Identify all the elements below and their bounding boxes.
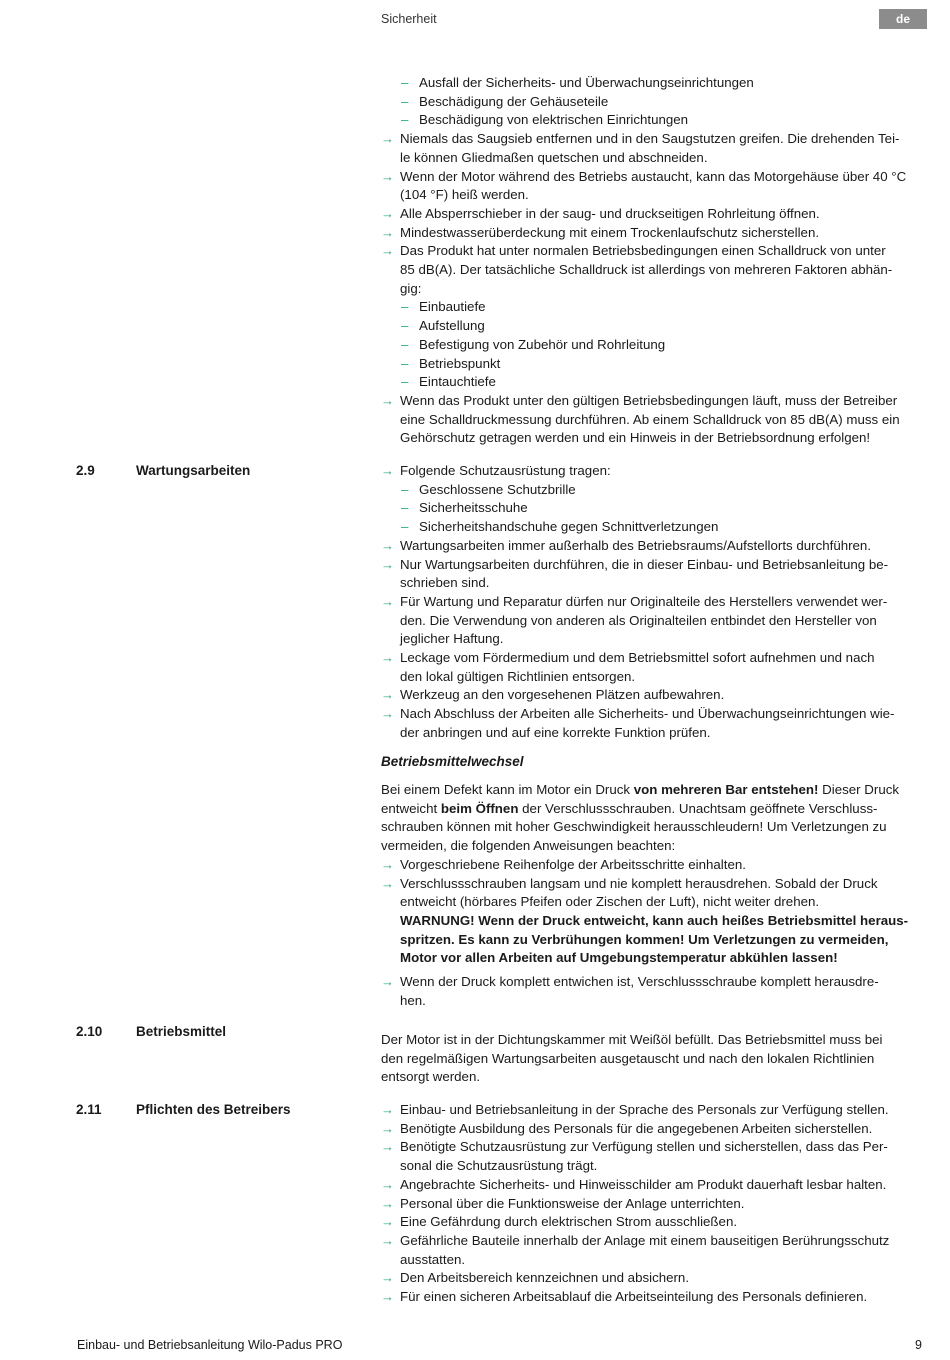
arrow-right-icon: → — [381, 687, 394, 703]
list-subitem: – Beschädigung der Gehäuseteile — [381, 93, 926, 112]
list-item: → Für Wartung und Reparatur dürfen nur Originalteile des Herstellers verwendet wer- den. Die Verwendung von anderen als Originalteilen entbindet den Hersteller von jeglicher Haftung. — [381, 593, 888, 647]
dash-bullet-icon: – — [401, 93, 409, 109]
arrow-right-icon: → — [381, 1120, 394, 1136]
safety-list-continued — [381, 74, 926, 448]
list-item: → Werkzeug an den vorgesehenen Plätzen aufbewahren. — [381, 686, 926, 705]
arrow-right-icon: → — [381, 856, 394, 872]
dash-bullet-icon: – — [401, 500, 409, 516]
list-item: → Mindestwasserüberdeckung mit einem Trockenlaufschutz sicherstellen. — [381, 224, 926, 243]
arrow-right-icon: → — [381, 243, 394, 259]
list-subitem: – Ausfall der Sicherheits- und Überwachungseinrichtungen — [381, 74, 926, 93]
dash-bullet-icon: – — [401, 318, 409, 334]
language-badge: de — [879, 9, 927, 29]
arrow-right-icon: → — [381, 1176, 394, 1192]
warning-text: Motor vor allen Arbeiten auf Umgebungstemperatur abkühlen lassen! — [400, 950, 838, 966]
paragraph-line: vermeiden, die folgenden Anweisungen beachten: — [381, 838, 676, 854]
arrow-right-icon: → — [381, 168, 394, 184]
list-subitem: – Befestigung von Zubehör und Rohrleitung — [381, 336, 926, 355]
section-number: 2.10 — [76, 1024, 103, 1039]
list-item: → Gefährliche Bauteile innerhalb der Anlage mit einem bauseitigen Berührungsschutz ausstatten. — [381, 1232, 890, 1267]
list-subitem: – Aufstellung — [381, 317, 926, 336]
fluid-change-text — [381, 781, 926, 1010]
list-item: → Nur Wartungsarbeiten durchführen, die in dieser Einbau- und Betriebsanleitung be- schrieben sind. — [381, 556, 889, 591]
arrow-right-icon: → — [381, 131, 394, 147]
dash-bullet-icon: – — [401, 374, 409, 390]
arrow-right-icon: → — [381, 1214, 394, 1230]
arrow-right-icon: → — [381, 1289, 394, 1305]
warning-text: WARNUNG! Wenn der Druck entweicht, kann auch heißes Betriebsmittel heraus- — [400, 912, 909, 928]
paragraph-line: schrauben können mit hoher Geschwindigkeit herausschleudern! Um Verletzungen zu — [381, 819, 887, 835]
list-item: → Wartungsarbeiten immer außerhalb des Betriebsraums/Aufstellorts durchführen. — [381, 537, 926, 556]
section-number: 2.9 — [76, 463, 95, 478]
section-title: Betriebsmittel — [136, 1024, 227, 1039]
list-item: → Einbau- und Betriebsanleitung in der Sprache des Personals zur Verfügung stellen. — [381, 1101, 926, 1120]
arrow-right-icon: → — [381, 556, 394, 572]
arrow-right-icon: → — [381, 1232, 394, 1248]
header-title: Sicherheit — [381, 12, 437, 26]
arrow-right-icon: → — [381, 875, 394, 891]
list-item: → Das Produkt hat unter normalen Betriebsbedingungen einen Schalldruck von unter 85 dB(A). Der tatsächliche Schalldruck ist allerdings von mehreren Faktoren abhän- gig: — [381, 243, 893, 296]
list-item: → Wenn das Produkt unter den gültigen Betriebsbedingungen läuft, muss der Betreiber eine Schalldruckmessung durchführen. Ab einem Schalldruck von 85 dB(A) muss ein Gehörschutz getragen werden und ein Hinweis in der Betriebsordnung erfolgen! — [381, 392, 900, 446]
list-item: → Wenn der Motor während des Betriebs austaucht, kann das Motorgehäuse über 40 °C (104 °F) heiß werden. — [381, 168, 907, 203]
list-item: → Verschlussschrauben langsam und nie komplett herausdrehen. Sobald der Druck entweicht (hörbares Pfeifen oder Zischen der Luft), nicht weiter drehen. WARNUNG! Wenn der Druck entweicht, kann auch heißes Betriebsmittel heraus- spritzen. Es kann zu Verbrühungen kommen! Um Verletzungen zu vermeiden, Motor vor allen Arbeiten auf Umgebungstemperatur abkühlen lassen! — [381, 875, 926, 969]
page-number: 9 — [915, 1338, 922, 1352]
list-item: → Leckage vom Fördermedium und dem Betriebsmittel sofort aufnehmen und nach den lokal gültigen Richtlinien entsorgen. — [381, 650, 875, 684]
list-item: → Personal über die Funktionsweise der Anlage unterrichten. — [381, 1195, 926, 1214]
list-subitem: – Beschädigung von elektrischen Einrichtungen — [381, 111, 926, 130]
arrow-right-icon: → — [381, 224, 394, 240]
section-title: Wartungsarbeiten — [136, 463, 251, 478]
section-title: Pflichten des Betreibers — [136, 1102, 291, 1117]
list-item: → Für einen sicheren Arbeitsablauf die Arbeitseinteilung des Personals definieren. — [381, 1288, 926, 1307]
list-item: → Alle Absperrschieber in der saug- und druckseitigen Rohrleitung öffnen. — [381, 205, 926, 224]
list-subitem: – Einbautiefe — [381, 298, 926, 317]
list-item: → Vorgeschriebene Reihenfolge der Arbeitsschritte einhalten. — [381, 856, 926, 875]
list-item: → Nach Abschluss der Arbeiten alle Sicherheits- und Überwachungseinrichtungen wie- der anbringen und auf eine korrekte Funktion prüfen. — [381, 706, 895, 740]
operating-fluid-text: Der Motor ist in der Dichtungskammer mit Weißöl befüllt. Das Betriebsmittel muss bei den regelmäßigen Wartungsarbeiten ausgetauscht und nach den lokalen Richtlinien entsorgt werden. — [381, 1032, 883, 1085]
dash-bullet-icon: – — [401, 112, 409, 128]
list-item: → Folgende Schutzausrüstung tragen: — [381, 462, 926, 481]
list-item: → Niemals das Saugsieb entfernen und in den Saugstutzen greifen. Die drehenden Tei- le können Gliedmaßen quetschen und abschneiden. — [381, 131, 900, 165]
arrow-right-icon: → — [381, 650, 394, 666]
arrow-right-icon: → — [381, 392, 394, 408]
arrow-right-icon: → — [381, 1102, 394, 1117]
dash-bullet-icon: – — [401, 336, 409, 352]
paragraph-line: entweicht beim Öffnen der Verschlussschrauben. Unachtsam geöffnete Verschluss- — [381, 800, 878, 816]
arrow-right-icon: → — [381, 974, 394, 990]
list-subitem: – Betriebspunkt — [381, 355, 926, 374]
dash-bullet-icon: – — [401, 519, 409, 535]
subsection-heading: Betriebsmittelwechsel — [381, 754, 524, 769]
arrow-right-icon: → — [381, 1139, 394, 1155]
list-item: → Benötigte Schutzausrüstung zur Verfügung stellen und sicherstellen, dass das Per- sonal die Schutzausrüstung trägt. — [381, 1139, 888, 1174]
arrow-right-icon: → — [381, 706, 394, 722]
arrow-right-icon: → — [381, 1270, 394, 1286]
arrow-right-icon: → — [381, 537, 394, 553]
arrow-right-icon: → — [381, 1195, 394, 1211]
dash-bullet-icon: – — [401, 75, 409, 90]
dash-bullet-icon: – — [401, 481, 409, 497]
arrow-right-icon: → — [381, 593, 394, 609]
arrow-right-icon: → — [381, 463, 394, 478]
arrow-right-icon: → — [381, 205, 394, 221]
dash-bullet-icon: – — [401, 299, 409, 315]
list-item: → Den Arbeitsbereich kennzeichnen und absichern. — [381, 1269, 926, 1288]
list-subitem: – Eintauchtiefe — [381, 373, 926, 392]
dash-bullet-icon: – — [401, 355, 409, 371]
maintenance-list — [381, 462, 926, 743]
list-item: → Angebrachte Sicherheits- und Hinweisschilder am Produkt dauerhaft lesbar halten. — [381, 1176, 926, 1195]
list-item: → Benötigte Ausbildung des Personals für die angegebenen Arbeiten sicherstellen. — [381, 1120, 926, 1139]
list-item: → Eine Gefährdung durch elektrischen Strom ausschließen. — [381, 1213, 926, 1232]
list-item: → Wenn der Druck komplett entwichen ist, Verschlussschraube komplett herausdre- hen. — [381, 974, 879, 1008]
operator-duties-list — [381, 1101, 926, 1307]
paragraph-line: Bei einem Defekt kann im Motor ein Druck von mehreren Bar entstehen! Dieser Druck — [381, 782, 900, 797]
footer-document-title: Einbau- und Betriebsanleitung Wilo-Padus PRO — [77, 1338, 343, 1352]
list-subitem: – Geschlossene Schutzbrille — [381, 481, 926, 500]
warning-text: spritzen. Es kann zu Verbrühungen kommen! Um Verletzungen zu vermeiden, — [400, 931, 889, 947]
list-subitem: – Sicherheitsschuhe — [381, 499, 926, 518]
list-subitem: – Sicherheitshandschuhe gegen Schnittverletzungen — [381, 518, 926, 537]
section-number: 2.11 — [76, 1102, 102, 1117]
